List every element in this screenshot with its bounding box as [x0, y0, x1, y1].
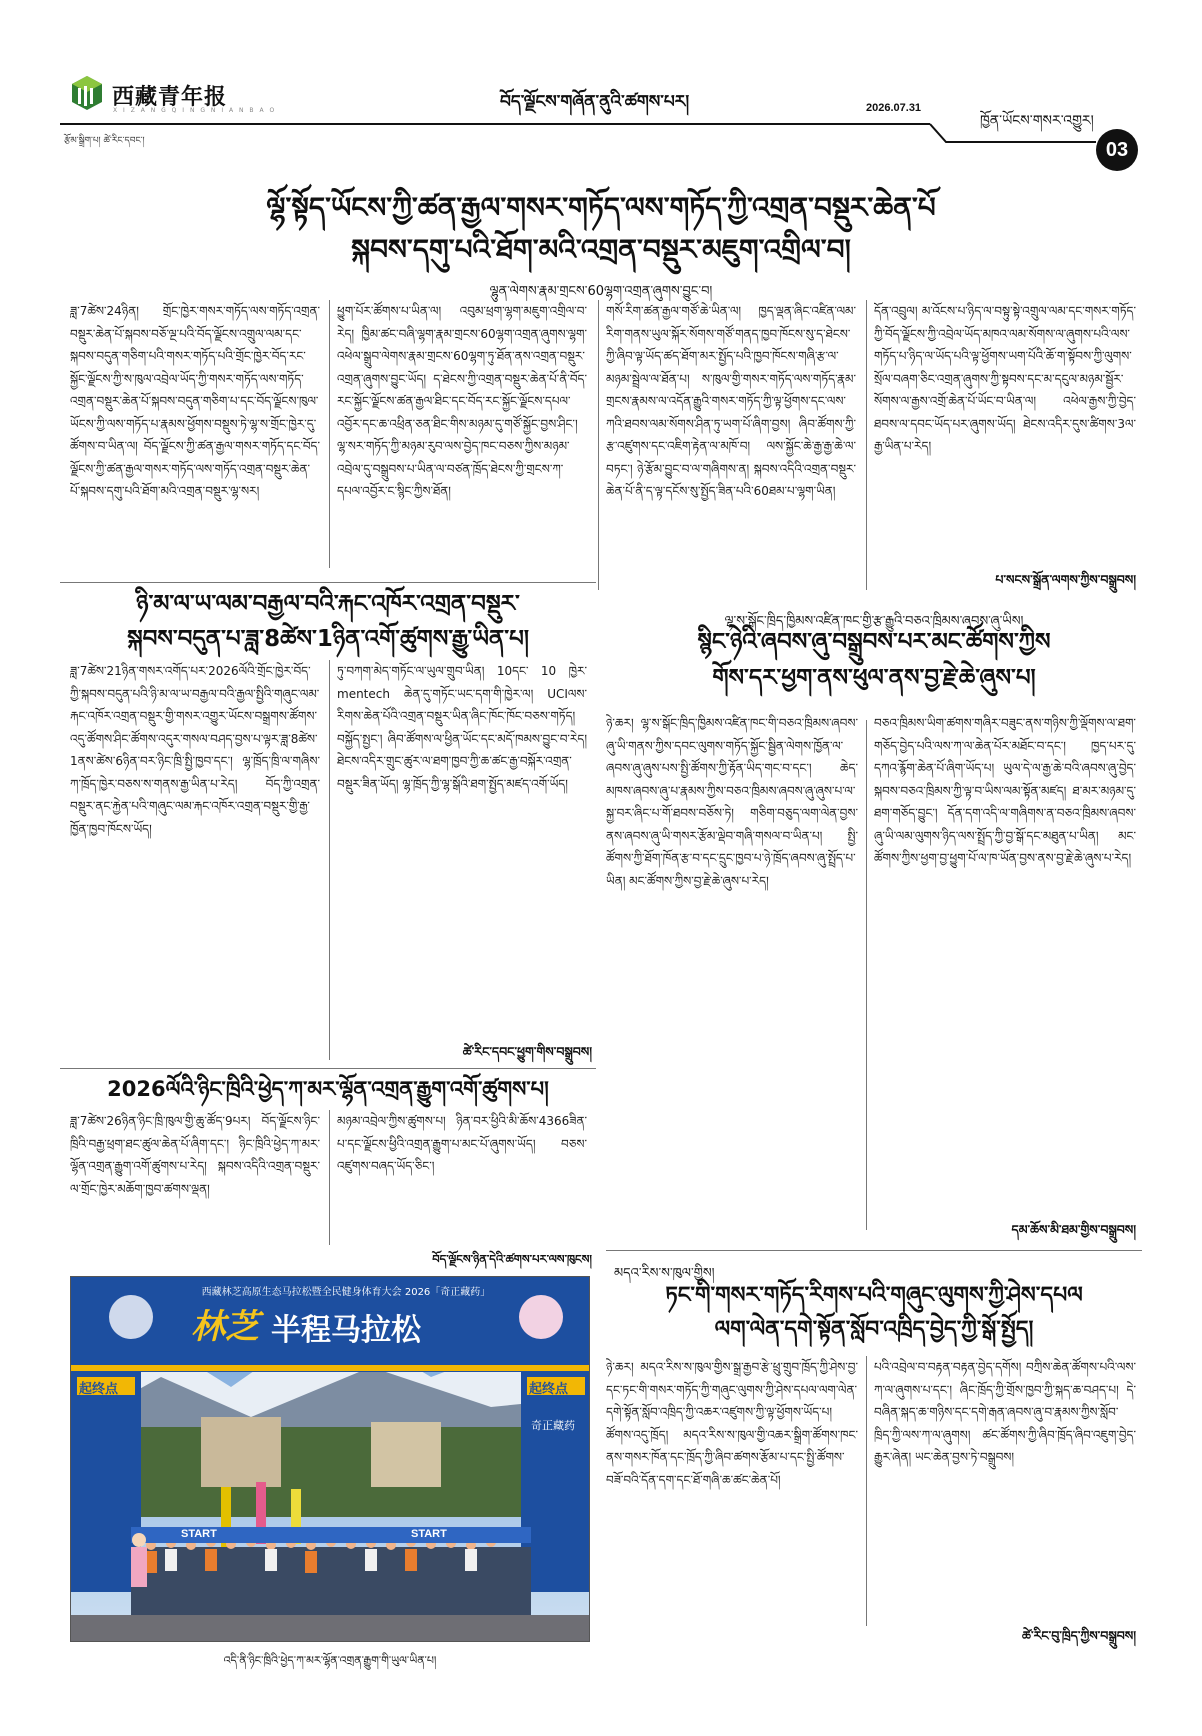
article1-column-4: དོན་འབྲུལ། མ་འོངས་པ་ཉིད་ལ་བསྟུ་སྟེ་འགྲུལ་ལམ་དང་གསར་གཏོད་ཀྱི་བོད་ལྗོངས་ཀྱི་འབྲེལ་ཡོད་མཁའ་ལམ་སོགས་ལ་ཞུགས་པའི་ལས་གཏོད་པ་ཉིད་ལ་ཡོད་པའི་ལྟ་ཕྱོགས་ཡག་པོའི་ཆོ་ག་སྟོབས་ཀྱི་ལུགས་སྲོལ་བཞག་ཅིང་འགྲན་ཞུགས་ཀྱི་སྟབས་དང་མ་དངུལ་མཉམ་སྦྱོར་སོགས་ལ་རྒྱས་འགྲོ་ཆེན་པོ་ཡོང་བ་ཡིན་ལ། འཕེལ་རྒྱས་ཀྱི་བྱེད་ཐབས་ལ་དབང་ཡོད་པར་ཞུགས་ཡོད། ཐེངས་འདིར་དུས་ཚིགས་3ལ་རྒྱ་ཡིན་པ་རེད། — [874, 304, 1136, 453]
newspaper-logo-icon — [68, 74, 106, 112]
newspaper-logo-subtitle: X I Z A N G Q I N G N I A N B A O — [113, 107, 277, 114]
article4-kicker: ལྷ་ས་སྒོང་ཁྲིད་ཁྱིམས་འཛིན་ཁང་གྱི་རྩ་རྒྱུའི་བཅའ་ཁྲིམས་ཞབས་ཞུ་ཡིས། — [724, 614, 1024, 629]
column-divider — [866, 720, 867, 1230]
article4-headline-line2: གོས་དར་ཕྱག་ནས་ཕུལ་ནས་བྱ་རྗེ་ཆེ་ཞུས་པ། — [712, 665, 1036, 691]
article5-kicker: མདའ་རིས་ས་ཁུལ་གྱིས། — [614, 1266, 715, 1281]
section-divider — [60, 582, 596, 583]
article1-column-2: ཕྱུག་པོར་ཚོགས་པ་ཡིན་ལ། འབུམ་ཕྲག་ལྷག་མཇུག་འགྲིལ་བ་རེད། ཁྱིམ་ཚང་བཞི་ལྷག་རྣམ་གྲངས་60ལྷག་འགྲན་ཞུགས་ལྷག་འཕེལ་སྒྲུབ་ལེགས་རྣམ་གྲངས་60ལྷག་ཏུ་ཐོན་ནས་འགྲན་བསྡུར་འགྲན་ཞུགས་བྱུང་ཡོད། ད་ཐེངས་ཀྱི་འགྲན་བསྡུར་ཆེན་པོ་ནི་བོད་རང་སྐྱོང་ལྗོངས་ཚན་རྒྱལ་ཐིང་དང་བོད་རང་སྐྱོང་ལྗོངས་དཔལ་འབྱོར་དང་ཆ་འཕྲིན་ཅན་ཐིང་གིས་མཉམ་དུ་གཙོ་སྐྱོང་བྱས་ཤིང་། ལྷ་སར་གཏོད་ཀྱི་མཉམ་རུབ་ལས་བྱེད་ཁང་བཅས་ཀྱིས་མཉམ་འབྲེལ་དུ་བསྒྲུབས་པ་ཡིན་ལ་བཙན་ཁྲོད་ཐེངས་ཀྱི་གྲངས་ཀ་དཔལ་འབྱོར་ང་སྙིང་ཀྱིས་ཐོན། — [337, 304, 587, 498]
article4-column-2: བཅའ་ཁྲིམས་ཡིག་ཚགས་གཞིར་བཟུང་ནས་གཉིས་ཀྱི་ལྡོགས་ལ་ཐག་གཅོད་བྱེད་པའི་ལས་ཀ་ལ་ཆེན་པོར་མཐོང་བ་དང་། ཁྱད་པར་དུ་དཀའ་རྙོག་ཆེན་པོ་ཞིག་ཡོད་པ། ཡུལ་དེ་ལ་རྒྱ་ཆེ་བའི་ཞབས་ཞུ་བྱེད་སྐབས་བཅའ་ཁྲིམས་ཀྱི་ལྟ་བ་ཡིས་ལམ་སྟོན་མཛད། ཐ་མར་མཉམ་དུ་ཐག་གཅོད་བྱུང་། དོན་དག་འདི་ལ་གཞིགས་ན་བཅའ་ཁྲིམས་ཞབས་ཞུ་ཡི་ལམ་ལུགས་ཉིད་ལས་སྤྲོད་ཀྱི་བྱ་སྒོ་དང་མཐུན་པ་ཡིན། མང་ཚོགས་ཀྱིས་ཕྱག་བྱ་ཕྱུག་པོ་ལ་ཁ་ཡོན་བྱས་ནས་བྱ་རྗེ་ཆེ་ཞུས་པ་རེད། — [874, 716, 1136, 865]
column-divider — [866, 300, 867, 590]
column-divider — [598, 300, 599, 590]
article2-byline: ཚེ་རིང་དབང་ཕྱུག་གིས་བསྒྲུབས། — [462, 1044, 592, 1059]
column-divider — [329, 300, 330, 568]
article2-column-1: ཟླ་7ཚེས་21ཉིན་གསར་འགོད་པར་2026ལོའི་གྲོང་ཁྱེར་བོད་ཀྱི་སྐབས་བདུན་པའི་ཉི་མ་ལ་ཡ་བརྒྱལ་བའི་རྒྱལ་སྤྱིའི་གཞུང་ལམ་རྐང་འཁོར་འགྲན་བསྡུར་གྱི་གསར་འགྱུར་ཡོངས་བསྒྲགས་ཚོགས་འདུ་ཚོགས་ཤིང་ཚོགས་འདུར་གསལ་བཤད་བྱས་པ་ལྟར་ཟླ་8ཚེས་1ནས་ཚེས་6ཉིན་བར་ཉིང་ཁྲི་སྤྱི་ཁྱབ་དང་། ལྷ་ཁྲོད་ཁྲི་ལ་གཞིས་ཀ་ཁྲོད་ཁྱེར་བཅས་ས་གནས་རྒྱ་ཡིན་པ་རེད། བོད་ཀྱི་འགྲན་བསྡུར་ནང་རྐྱེན་པའི་གཞུང་ལམ་རྐང་འཁོར་འགྲན་བསྡུར་གྱི་རྒྱ་ཁྱོན་ཁྱབ་ཁོངས་ཡོད། — [70, 664, 320, 836]
article1-headline-line1: ལྷོ་སྟོད་ཡོངས་ཀྱི་ཚན་རྒྱལ་གསར་གཏོད་ལས་གཏོད་ཀྱི་འགྲན་བསྡུར་ཆེན་པོ — [266, 191, 936, 224]
article3-column-1: ཟླ་7ཚེས་26ཉིན་ཉིང་ཁྲི་ཁུལ་གྱི་ཆུ་ཚོད་9པར། བོད་ལྗོངས་ཉིང་ཁྲིའི་བརྒྱ་ཕྲག་ཐང་ཚུལ་ཆེན་པོ་ཞིག་དང་། ཉིང་ཁྲིའི་ཕྱེད་ཀ་མར་ལྷོན་འགྲན་རྒྱུག་འགོ་ཚུགས་པ་རེད། སྐབས་འདིའི་འགྲན་བསྡུར་ལ་གྲོང་ཁྱེར་མཆོག་ཁྱབ་ཚགས་ལྡན། — [70, 1114, 320, 1196]
article5-headline-line1: ཏང་གི་གསར་གཏོད་རིགས་པའི་གཞུང་ལུགས་ཀྱི་ཤེས་དཔལ — [665, 1283, 1083, 1308]
article2-headline-line2: སྐབས་བདུན་པ་ཟླ་8ཚེས་1ཉིན་འགོ་ཚུགས་རྒྱུ་ཡིན་པ། — [127, 626, 529, 652]
newspaper-logo: 西藏青年报 — [112, 84, 228, 110]
article1-column-3: གསོ་རིག་ཚན་རྒྱལ་གཙོ་ཆེ་ཡིན་ལ། ཁྱད་ལྡན་ཞིང་འཛིན་ལམ་རིག་གནས་ཡུལ་སྐོར་སོགས་གཙོ་གནད་ཁྱབ་ཁོངས་སུ་ད་ཐེངས་ཀྱི་ཞིབ་ལྟ་ཡོད་ཚད་ཐོག་མར་སྤྱོད་པའི་ཁྱབ་ཁོངས་གཞི་རྩ་ལ་མཉམ་སྦྲེལ་ལ་ཐོན་པ། ས་ཁུལ་གྱི་གསར་གཏོད་ལས་གཏོད་རྣམ་གྲངས་རྣམས་ལ་འདོན་རྒྱུའི་གསར་གཏོད་ཀྱི་ལྟ་ཕྱོགས་དང་ལས་ཀའི་ཐབས་ལམ་སོགས་ཤིན་ཏུ་ཡག་པོ་ཞིག་བྱས། ཞིབ་ཚོགས་ཀྱི་རྩ་འཛུགས་དང་འཇིག་རྟེན་ལ་མཁོ་བ། ལས་སྐྱོང་ཆེ་རྒྱ་རྒྱ་ཆེ་ལ་བཏང་། ཉེ་རྩོམ་བྱུང་བ་ལ་གཞིགས་ན། སྐབས་འདིའི་འགྲན་བསྡུར་ཆེན་པོ་ནི་ད་ལྟ་དངོས་སུ་སྤྱོད་ཟིན་པའི་60ཐམ་པ་ལྷག་ཡིན། — [606, 304, 856, 498]
article2-headline-line1: ཉི་མ་ལ་ཡ་ལམ་བརྒྱལ་བའི་རྐང་འཁོར་འགྲན་བསྡུར་ — [136, 591, 520, 617]
article3-byline: བོད་ལྗོངས་ཉིན་དེའི་ཚགས་པར་ལས་ཁུངས། — [432, 1252, 592, 1266]
article4-headline-line1: སྙིང་ཉེའི་ཞབས་ཞུ་བསྒྲུབས་པར་མང་ཚོགས་ཀྱིས — [697, 629, 1051, 655]
article3-headline: 2026ལོའི་ཉིང་ཁྲིའི་ཕྱེད་ཀ་མར་ལྷོན་འགྲན་རྒྱུག་འགོ་ཚུགས་པ། — [107, 1077, 549, 1101]
marathon-photo — [70, 1276, 590, 1642]
article4-byline: དམ་ཆོས་མི་ཐམ་གྱིས་བསྒྲུབས། — [1011, 1222, 1136, 1237]
photo-start-label-left: START — [181, 1528, 217, 1540]
photo-brand-mark: 奇正藏药 — [531, 1419, 575, 1432]
article5-byline: ཚེ་རིང་བུ་ཁྲིད་ཀྱིས་བསྒྲུབས། — [1022, 1628, 1136, 1643]
column-divider — [866, 1356, 867, 1626]
column-divider — [329, 660, 330, 1060]
column-divider — [329, 1110, 330, 1245]
article4-column-1: ཉེ་ཆར། ལྷ་ས་སྒོང་ཁྲིད་ཁྱིམས་འཛིན་ཁང་གི་བཅའ་ཁྲིམས་ཞབས་ཞུ་ཡི་གནས་ཀྱིས་དབང་ལུགས་གཏོད་སྐྱོང་སྦྱིན་ལེགས་ཁྱོན་ལ་ཞབས་ཞུ་ཞུས་པས་སྤྱི་ཚོགས་ཀྱི་རྟོན་ཡིད་གང་བ་དང་། ཆེད་མཁས་ཞབས་ཞུ་པ་རྣམས་ཀྱིས་བཅའ་ཁྲིམས་ཞབས་ཞུ་ཞུས་པ་ལ་སྐྱ་བར་ཞིང་པ་གོ་ཐབས་བཅོས་ཏེ། གཅིག་བཅུད་ལག་ལེན་བྱས་ནས་ཞབས་ཞུ་ཡི་གསར་རྩོམ་ལྡེབ་གཞི་གསལ་བ་ཡིན་པ། སྤྱི་ཚོགས་ཀྱི་ཐོག་ཁོན་རྩ་བ་དང་དྲུང་ཁྱབ་པ་ཉེ་ཁྲོད་ཞབས་ཞུ་སྤྲོད་པ་ཡིན། མང་ཚོགས་ཀྱིས་བྱ་རྗེ་ཆེ་ཞུས་པ་རེད། — [606, 716, 858, 888]
section-divider — [60, 1068, 596, 1069]
photo-caption: འདི་ནི་ཉིང་ཁྲིའི་ཕྱེད་ཀ་མར་ལྷོན་འགྲན་རྒྱུག་གི་ཡུལ་ཡིན་པ། — [223, 1654, 437, 1667]
photo-start-label-right: START — [411, 1528, 447, 1540]
article1-headline-line2: སྐབས་དགུ་པའི་ཐོག་མའི་འགྲན་བསྡུར་མཇུག་འགྲིལ་བ། — [351, 233, 851, 266]
photo-start-sign-right: 起终点 — [529, 1382, 569, 1397]
article1-subheadline: ལྷུན་ལེགས་རྣམ་གྲངས་60ལྷག་འགྲན་ཞུགས་བྱུང་བ། — [489, 284, 713, 299]
publication-date: 2026.07.31 — [866, 102, 922, 114]
photo-banner-top-text: 西藏林芝高原生态马拉松暨全民健身体育大会 2026「奇正藏药」 — [201, 1287, 491, 1298]
masthead-title: བོད་ལྗོངས་གཞོན་ནུའི་ཚགས་པར། — [500, 92, 690, 112]
article1-column-1: ཟླ་7ཚེས་24ཉིན། གྲོང་ཁྱེར་གསར་གཏོད་ལས་གཏོད་འགྲན་བསྡུར་ཆེན་པོ་སྐབས་བཅོ་ལྔ་པའི་བོད་ལྗོངས་འགྲུལ་ལམ་དང་སྐབས་བདུན་གཅིག་པའི་གསར་གཏོད་པའི་གྲོང་ཁྱེར་བོད་རང་སྐྱོང་ལྗོངས་ཀྱི་ས་ཁུལ་འབྲེལ་ཡོད་ཀྱི་གསར་གཏོད་ལས་གཏོད་འགྲན་བསྡུར་ཆེན་པོ་སྐབས་བདུན་གཅིག་པ་དང་བོད་ལྗོངས་ཁུལ་ཡོངས་ཀྱི་ལས་གཏོད་པ་རྣམས་ཕྱོགས་བསྡུས་ཏེ་ལྷ་ས་གྲོང་ཁྱེར་དུ་ཚོགས་བ་ཡིན་ལ། བོད་ལྗོངས་ཀྱི་ཚན་རྒྱལ་གསར་གཏོད་དང་བོད་ལྗོངས་ཀྱི་ཚན་རྒྱལ་གསར་གཏོད་ལས་གཏོད་འགྲན་བསྡུར་ཆེན་པོ་སྐབས་དགུ་པའི་ཐོག་མའི་འགྲན་བསྡུར་ལྷ་སར། — [70, 304, 320, 498]
photo-start-sign-left: 起终点 — [79, 1382, 119, 1397]
page-number-badge: 03 — [1096, 129, 1138, 171]
photo-banner-main: 半程马拉松 — [271, 1313, 421, 1348]
article5-column-1: ཉེ་ཆར། མདའ་རིས་ས་ཁུལ་གྱིས་སྒྲ་རྒྱབ་རྩེ་ཕྲུ་གྲུབ་ཁྲོད་ཀྱི་ཤེས་བྱ་དང་ཏང་གི་གསར་གཏོད་ཀྱི་གཞུང་ལུགས་ཀྱི་ཤེས་དཔལ་ལག་ལེན་དགེ་སྟོན་སློབ་འཁྲིད་ཀྱི་འཆར་འཛུགས་ཀྱི་ལྟ་ཕྱོགས་ཡོད་པ། ཚོགས་འདུ་ཁྲོད། མདའ་རིས་ས་ཁུལ་གྱི་འཆར་སྒྲིག་ཚོགས་ཁང་ནས་གསར་ཁོན་དང་ཁྲོད་ཀྱི་ཞིབ་ཚགས་རྩོམ་པ་དང་སྤྱི་ཚོགས་བཟོ་བའི་དོན་དག་དང་ཐོ་གཞི་ཆ་ཚང་ཆེན་པོ། — [606, 1360, 858, 1487]
section-divider — [606, 1250, 1142, 1251]
article5-headline-line2: ལག་ལེན་དགེ་སྟོན་སློབ་འཁྲིད་བྱེད་ཀྱི་སྒོ་སྤྱོད། — [714, 1317, 1034, 1342]
section-name: ཁྱོན་ཡོངས་གསར་འགྱུར། — [980, 113, 1094, 129]
article3-column-2: མཉམ་འབྲེལ་ཀྱིས་ཚུགས་པ། ཉིན་བར་ཕྱིའི་མི་ཆོས་4366ཟིན་པ་དང་ལྗོངས་ཕྱིའི་འགྲན་རྒྱུག་པ་མང་པོ་ཞུགས་ཡོད། བཅས་འཛུགས་བཞད་ཡོད་ཅིང་། — [337, 1114, 587, 1173]
article5-column-2: པའི་འབྲེལ་བ་བརྟན་བརྟན་བྱེད་དགོས། བཀྲིས་ཆེན་ཚོགས་པའི་ལས་ཀ་ལ་ཞུགས་པ་དང་། ཞིང་ཁྲོད་ཀྱི་གྲོས་ཁྱབ་ཀྱི་སྐད་ཆ་བཤད་པ། དེ་བཞིན་སྐད་ཆ་གཉིས་དང་དགེ་རྒན་ཞབས་ཞུ་བ་རྣམས་ཀྱིས་སློབ་ཁྲིད་ཀྱི་ལས་ཀ་ལ་ཞུགས། ཚང་ཚོགས་ཀྱི་ཞིབ་ཁྲོད་ཞིབ་འཇུག་བྱེད་རྒྱུར་ཞེན། ཡང་ཆེན་བྱས་ཏེ་བསྒྲུབས། — [874, 1360, 1136, 1464]
article2-column-2: ཏུ་བཀག་མེད་གཏོང་ལ་ཡུལ་གྲུབ་ཡིན། 10དང་ 10 ཁྱེར་mentech ཆེན་དུ་གཏོང་ཡང་དག་གི་ཁྱེར་ལ། UCIལས་རིགས་ཆེན་པོའི་འགྲན་བསྡུར་ཡིན་ཞིང་ཁོང་ཁོང་བཅས་གཏོད། བསྐྱོད་སྤྱང་། ཞིབ་ཚོགས་ལ་ཕྱིན་ཡོང་དང་མདོ་ཁམས་བྱུང་བ་རེད། ཐེངས་འདིར་གྲུང་ཚུར་ལ་ཐག་ཁྱབ་ཀྱི་ཆ་ཚང་རྒྱ་བསྐོར་འགྲན་བསྡུར་ཟིན་ཡོད། ལྷ་ཁྲོད་ཀྱི་ལྷ་སྒོའི་ཐག་སྤྱོད་མཛད་འགོ་ཡོད། — [337, 664, 587, 791]
editor-credit: རྩོམ་སྒྲིག་པ། ཚེ་རིང་དབང་། — [64, 136, 145, 146]
article1-byline: པ་སངས་སྒྲོན་ལགས་ཀྱིས་བསྒྲུབས། — [995, 572, 1136, 587]
photo-banner-cursive: 林芝 — [191, 1307, 259, 1347]
